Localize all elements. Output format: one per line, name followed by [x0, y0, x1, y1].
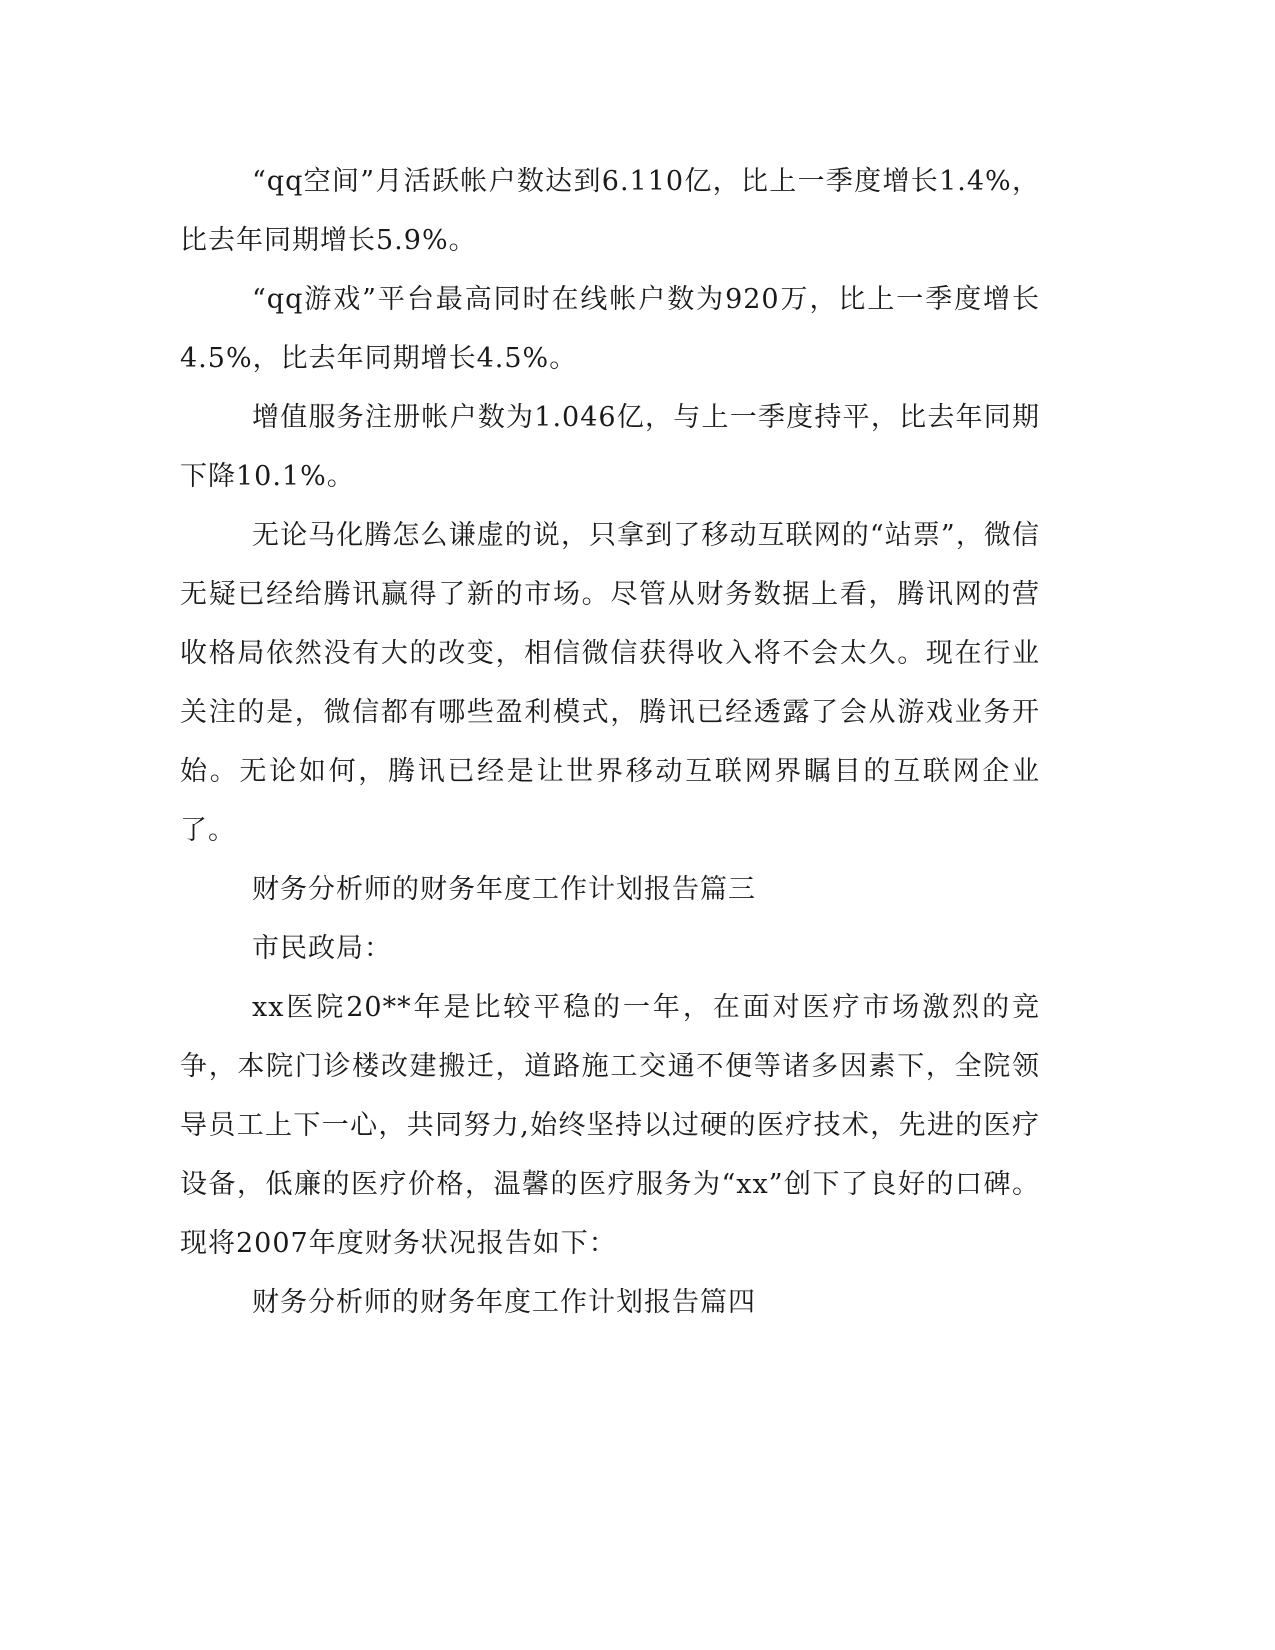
paragraph-wechat-analysis: 无论马化腾怎么谦虚的说，只拿到了移动互联网的“站票”，微信无疑已经给腾讯赢得了新的市场。尽管从财务数据上看，腾讯网的营收格局依然没有大的改变，相信微信获得收入将不会太久。现在行业关注的是，微信都有哪些盈利模式，腾讯已经透露了会从游戏业务开始。无论如何，腾讯已经是让世界移动互联网界瞩目的互联网企业了。	[180, 520, 1040, 846]
section-heading-part-three: 财务分析师的财务年度工作计划报告篇三	[252, 874, 756, 905]
paragraph-qzone-stats: “qq空间”月活跃帐户数达到6.110亿，比上一季度增长1.4%，比去年同期增长5.9%。	[180, 166, 1040, 256]
paragraph-hospital-report: xx医院20**年是比较平稳的一年，在面对医疗市场激烈的竞争，本院门诊楼改建搬迁，道路施工交通不便等诸多因素下，全院领导员工上下一心，共同努力,始终坚持以过硬的医疗技术，先进的医疗设备，低廉的医疗价格，温馨的医疗服务为“xx”创下了良好的口碑。现将2007年度财务状况报告如下：	[180, 992, 1040, 1259]
document-body	[180, 152, 1040, 1332]
section-heading-part-four: 财务分析师的财务年度工作计划报告篇四	[252, 1287, 756, 1318]
paragraph-qq-games-stats: “qq游戏”平台最高同时在线帐户数为920万，比上一季度增长4.5%，比去年同期增长4.5%。	[180, 284, 1040, 374]
salutation: 市民政局：	[252, 933, 392, 964]
paragraph-value-added-services: 增值服务注册帐户数为1.046亿，与上一季度持平，比去年同期下降10.1%。	[180, 402, 1040, 492]
